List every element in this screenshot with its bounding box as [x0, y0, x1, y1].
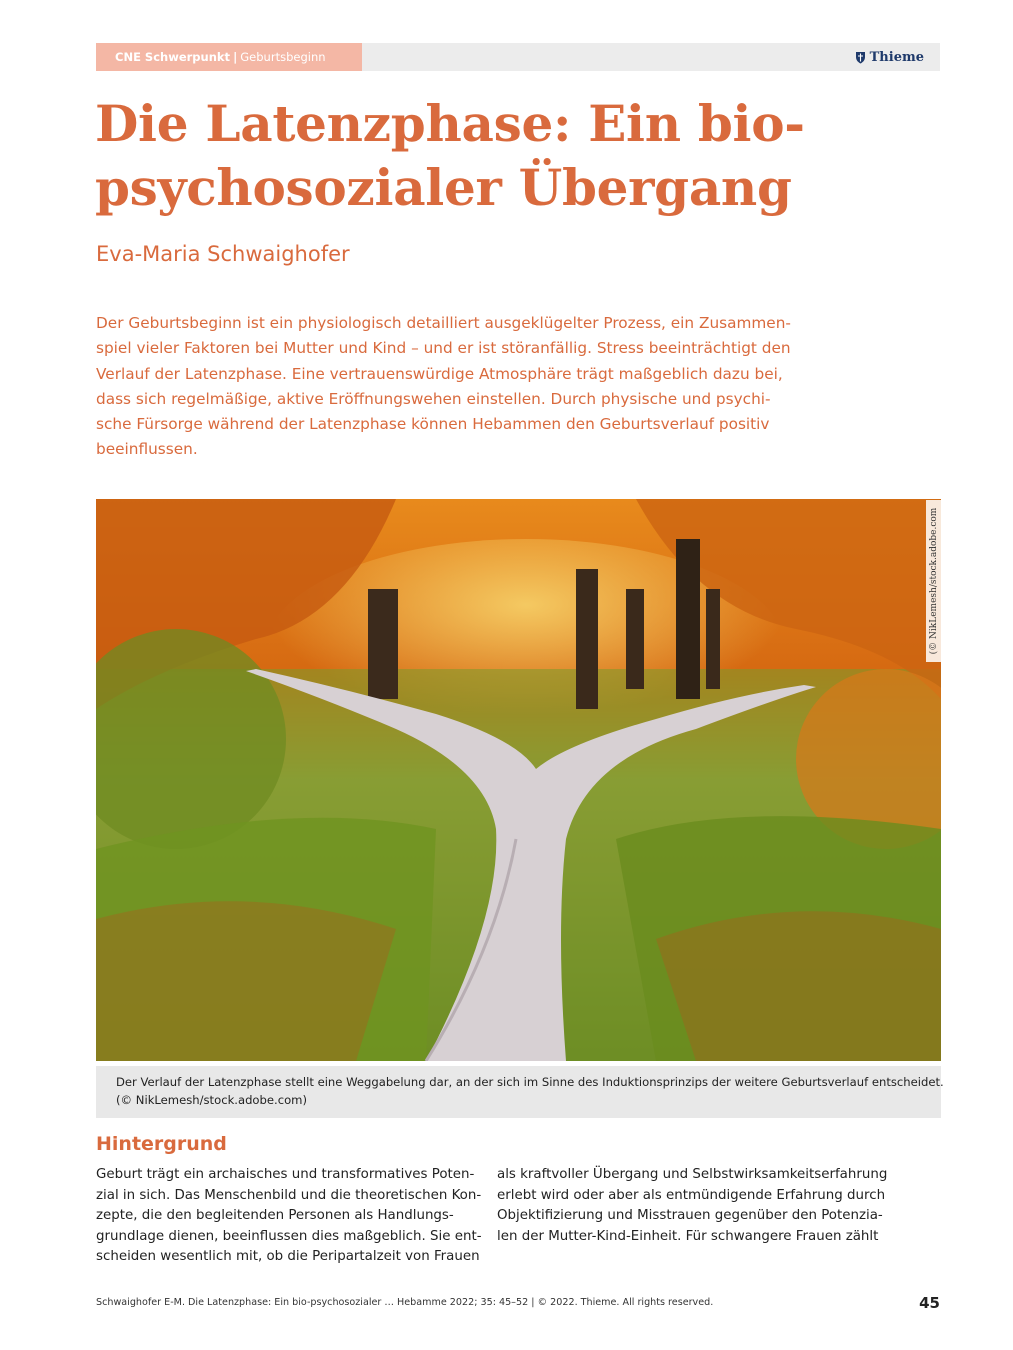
photo-credit-text: (© NikLemesh/stock.adobe.com: [928, 507, 939, 655]
rubric-strong: CNE Schwerpunkt: [115, 50, 231, 64]
publisher-logo: [855, 43, 924, 71]
abstract-line: sche Fürsorge während der Latenzphase können Hebammen den Geburtsverlauf positiv: [96, 415, 770, 434]
body-line: grundlage dienen, beeinflussen dies maßgeblich. Sie ent-: [96, 1228, 482, 1244]
abstract-line: Der Geburtsbeginn ist ein physiologisch detailliert ausgeklügelter Prozess, ein Zusammen-: [96, 314, 791, 332]
footer-citation: Schwaighofer E-M. Die Latenzphase: Ein bio-psychosozialer … Hebamme 2022; 35: 45–52 | © 2022. Thieme. All rights reserved.: [96, 1297, 714, 1308]
body-column-left: [96, 1165, 482, 1268]
body-line: erlebt wird oder aber als entmündigende Erfahrung durch: [497, 1187, 886, 1203]
author-name: Eva-Maria Schwaighofer: [96, 242, 350, 266]
abstract-line: Verlauf der Latenzphase. Eine vertrauenswürdige Atmosphäre trägt maßgeblich dazu bei,: [96, 364, 783, 383]
page-number: 45: [919, 1294, 940, 1312]
body-line: zial in sich. Das Menschenbild und die theoretischen Kon-: [96, 1187, 482, 1203]
thieme-crest-icon: [855, 51, 866, 64]
figure-caption: [96, 1066, 944, 1118]
abstract-line: dass sich regelmäßige, aktive Eröffnungswehen einstellen. Durch physische und psychi-: [96, 389, 771, 408]
article-title: [95, 92, 915, 220]
publisher-name: Thieme: [869, 49, 924, 65]
body-line: len der Mutter-Kind-Einheit. Für schwangere Frauen zählt: [497, 1228, 879, 1244]
body-line: als kraftvoller Übergang und Selbstwirksamkeitserfahrung: [497, 1167, 888, 1182]
rubric-separator: |: [233, 50, 238, 64]
title-line: psychosozialer Übergang: [95, 158, 792, 217]
abstract: [96, 311, 856, 463]
body-line: Objektifizierung und Misstrauen gegenüber den Potenzia-: [497, 1208, 883, 1223]
abstract-line: beeinflussen.: [96, 440, 198, 459]
header-bar: [96, 43, 940, 71]
photo-credit: [926, 500, 941, 662]
body-line: Geburt trägt ein archaisches und transformatives Poten-: [96, 1167, 475, 1182]
autumn-forest-path-photo: [96, 499, 941, 1061]
title-line: Die Latenzphase: Ein bio-: [95, 94, 805, 153]
section-heading: Hintergrund: [96, 1133, 227, 1155]
rubric-label: [96, 43, 362, 71]
caption-line: (© NikLemesh/stock.adobe.com): [116, 1093, 307, 1107]
abstract-line: spiel vieler Faktoren bei Mutter und Kind – und er ist störanfällig. Stress beeinträchtigt den: [96, 339, 791, 358]
body-line: scheiden wesentlich mit, ob die Peripartalzeit von Frauen: [96, 1249, 480, 1264]
caption-line: Der Verlauf der Latenzphase stellt eine Weggabelung dar, an der sich im Sinne des Induktionsprinzips der weitere Geburtsverlauf entscheidet.: [116, 1075, 944, 1089]
body-line: zepte, die den begleitenden Personen als Handlungs-: [96, 1208, 454, 1223]
rubric-topic: Geburtsbeginn: [240, 50, 326, 64]
body-column-right: [497, 1165, 888, 1247]
